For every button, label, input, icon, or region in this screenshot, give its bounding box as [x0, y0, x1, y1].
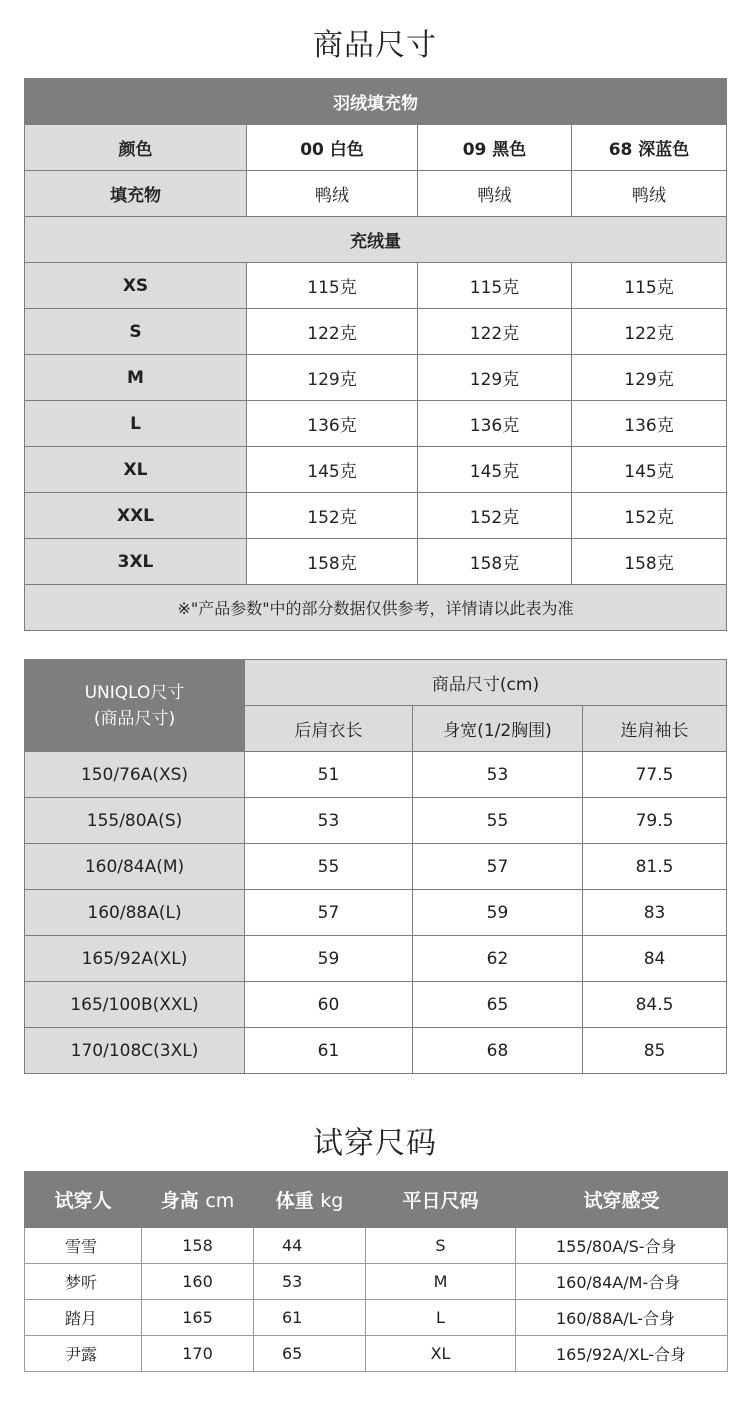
fill-amount-cell: 145克: [418, 447, 572, 493]
fill-amount-cell: 115克: [247, 263, 418, 309]
measurement-cell: 51: [245, 752, 413, 798]
measurement-cell: 57: [245, 890, 413, 936]
down-fill-header: 羽绒填充物: [25, 79, 727, 125]
measurement-cell: 85: [583, 1028, 727, 1074]
person-cell: 梦听: [25, 1264, 142, 1300]
table-row: [25, 982, 727, 1028]
table-row: [25, 890, 727, 936]
weight-cell: 53: [254, 1264, 366, 1300]
size-label: 160/84A(M): [25, 844, 245, 890]
fill-amount-cell: 115克: [418, 263, 572, 309]
table-row: [25, 752, 727, 798]
usual-size-cell: L: [366, 1300, 516, 1336]
color-label: 颜色: [25, 125, 247, 171]
size-label: 170/108C(3XL): [25, 1028, 245, 1074]
size-label: XS: [25, 263, 247, 309]
measurement-cell: 53: [413, 752, 583, 798]
height-header-label: 身高: [160, 1190, 199, 1212]
table-row: [25, 447, 727, 493]
fill-amount-cell: 152克: [572, 493, 727, 539]
size-label: 165/100B(XXL): [25, 982, 245, 1028]
fill-amount-label: 充绒量: [25, 217, 727, 263]
size-label: M: [25, 355, 247, 401]
measurement-cell: 59: [245, 936, 413, 982]
fit-cell: 165/92A/XL-合身: [516, 1336, 728, 1372]
fill-amount-cell: 136克: [247, 401, 418, 447]
table-row: [25, 798, 727, 844]
fit-cell: 160/84A/M-合身: [516, 1264, 728, 1300]
table-header-row: [25, 1172, 728, 1228]
uniqlo-size-header: [25, 660, 245, 752]
fill-amount-cell: 122克: [572, 309, 727, 355]
color-cell: 09 黑色: [418, 125, 572, 171]
fill-cell: 鸭绒: [418, 171, 572, 217]
table-row: [25, 844, 727, 890]
fill-row: [25, 171, 727, 217]
try-on-table: [24, 1171, 728, 1372]
product-size-label: (商品尺寸): [93, 708, 176, 729]
fill-amount-cell: 136克: [418, 401, 572, 447]
table-row: [25, 539, 727, 585]
size-label: 165/92A(XL): [25, 936, 245, 982]
size-label: 155/80A(S): [25, 798, 245, 844]
table-row: [25, 1300, 728, 1336]
weight-header-label: 体重: [275, 1190, 314, 1212]
size-label: XXL: [25, 493, 247, 539]
fill-amount-cell: 129克: [247, 355, 418, 401]
fill-amount-cell: 122克: [418, 309, 572, 355]
table-header-row: [25, 79, 727, 125]
fill-amount-cell: 145克: [572, 447, 727, 493]
measurement-group-header: 商品尺寸(cm): [245, 660, 727, 706]
usual-size-cell: M: [366, 1264, 516, 1300]
weight-cell: 44: [254, 1228, 366, 1264]
size-label: 160/88A(L): [25, 890, 245, 936]
note-text: ※"产品参数"中的部分数据仅供参考，详情请以此表为准: [25, 585, 727, 631]
person-cell: 踏月: [25, 1300, 142, 1336]
person-cell: 雪雪: [25, 1228, 142, 1264]
fill-amount-cell: 152克: [418, 493, 572, 539]
fill-amount-cell: 152克: [247, 493, 418, 539]
table-row: [25, 263, 727, 309]
measurement-cell: 77.5: [583, 752, 727, 798]
column-header: 后肩衣长: [245, 706, 413, 752]
fit-cell: 155/80A/S-合身: [516, 1228, 728, 1264]
height-cell: 165: [142, 1300, 254, 1336]
table-row: [25, 1228, 728, 1264]
person-header: 试穿人: [25, 1172, 142, 1228]
measurement-cell: 83: [583, 890, 727, 936]
weight-header: [254, 1172, 366, 1228]
fill-cell: 鸭绒: [572, 171, 727, 217]
size-label: L: [25, 401, 247, 447]
measurement-cell: 53: [245, 798, 413, 844]
measurement-cell: 81.5: [583, 844, 727, 890]
table-row: [25, 1264, 728, 1300]
fill-amount-cell: 122克: [247, 309, 418, 355]
height-cell: 158: [142, 1228, 254, 1264]
measurement-cell: 62: [413, 936, 583, 982]
height-header: [142, 1172, 254, 1228]
fit-cell: 160/88A/L-合身: [516, 1300, 728, 1336]
table-row: [25, 355, 727, 401]
measurement-cell: 59: [413, 890, 583, 936]
color-cell: 68 深蓝色: [572, 125, 727, 171]
column-header: 身宽(1/2胸围): [413, 706, 583, 752]
section-title-try-on: 试穿尺码: [313, 1126, 437, 1161]
table-row: [25, 1028, 727, 1074]
amount-header-row: [25, 217, 727, 263]
measurement-cell: 55: [413, 798, 583, 844]
usual-size-header: 平日尺码: [366, 1172, 516, 1228]
usual-size-cell: S: [366, 1228, 516, 1264]
measurement-cell: 84: [583, 936, 727, 982]
fill-amount-cell: 129克: [572, 355, 727, 401]
table-row: [25, 401, 727, 447]
fill-label: 填充物: [25, 171, 247, 217]
column-header: 连肩袖长: [583, 706, 727, 752]
fill-amount-cell: 158克: [247, 539, 418, 585]
measurement-cell: 79.5: [583, 798, 727, 844]
fill-amount-cell: 115克: [572, 263, 727, 309]
down-fill-table: [24, 78, 727, 631]
weight-cell: 61: [254, 1300, 366, 1336]
measurement-cell: 55: [245, 844, 413, 890]
weight-cell: 65: [254, 1336, 366, 1372]
fill-amount-cell: 158克: [418, 539, 572, 585]
color-row: [25, 125, 727, 171]
height-unit: cm: [205, 1190, 235, 1212]
measurement-cell: 68: [413, 1028, 583, 1074]
size-measurement-table: [24, 659, 727, 1074]
size-label: 3XL: [25, 539, 247, 585]
height-cell: 160: [142, 1264, 254, 1300]
fill-amount-cell: 145克: [247, 447, 418, 493]
size-label: S: [25, 309, 247, 355]
fill-amount-cell: 158克: [572, 539, 727, 585]
table-header-row: [25, 660, 727, 706]
measurement-cell: 61: [245, 1028, 413, 1074]
measurement-cell: 57: [413, 844, 583, 890]
measurement-cell: 60: [245, 982, 413, 1028]
table-row: [25, 936, 727, 982]
fit-header: 试穿感受: [516, 1172, 728, 1228]
uniqlo-size-label: UNIQLO尺寸: [84, 682, 185, 703]
weight-unit: kg: [320, 1190, 344, 1212]
fill-amount-cell: 136克: [572, 401, 727, 447]
measurement-cell: 84.5: [583, 982, 727, 1028]
table-row: [25, 493, 727, 539]
fill-amount-cell: 129克: [418, 355, 572, 401]
note-row: [25, 585, 727, 631]
usual-size-cell: XL: [366, 1336, 516, 1372]
section-title-product-size: 商品尺寸: [313, 28, 437, 63]
table-row: [25, 309, 727, 355]
person-cell: 尹露: [25, 1336, 142, 1372]
color-cell: 00 白色: [247, 125, 418, 171]
fill-cell: 鸭绒: [247, 171, 418, 217]
measurement-cell: 65: [413, 982, 583, 1028]
table-row: [25, 1336, 728, 1372]
size-label: 150/76A(XS): [25, 752, 245, 798]
size-label: XL: [25, 447, 247, 493]
height-cell: 170: [142, 1336, 254, 1372]
